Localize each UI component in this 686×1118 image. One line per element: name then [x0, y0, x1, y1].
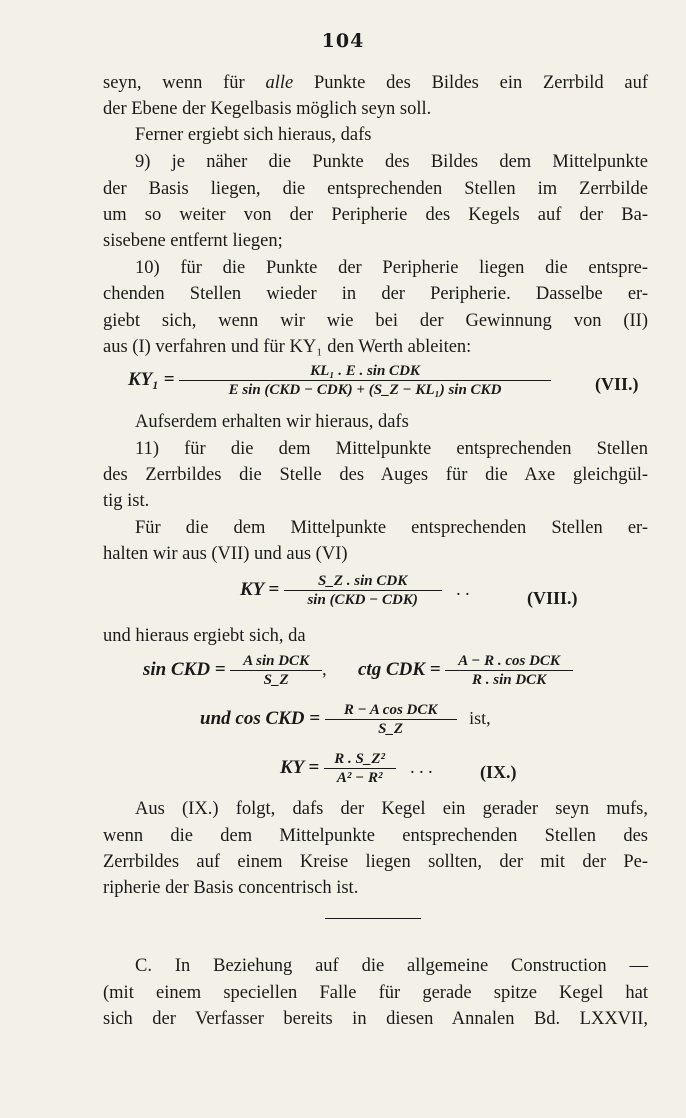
text-line-12: Aufserdem erhalten wir hieraus, dafs	[135, 412, 409, 432]
text-line-21: Zerrbildes auf einem Kreise liegen sollten, der mit der Pe-	[103, 852, 648, 872]
equation-vii-lhs: KY₁ =	[128, 369, 175, 391]
equation-cos-ckd-denominator: S_Z	[378, 721, 404, 737]
equation-vii-tag: (VII.)	[595, 374, 639, 394]
equation-ix	[280, 752, 433, 786]
equation-vii-fraction	[179, 364, 551, 398]
equation-sin-ckd-comma: ,	[322, 659, 327, 680]
equation-ctg-cdk-denominator: R . sin DCK	[472, 672, 547, 688]
equation-cos-ckd	[200, 703, 491, 737]
text-line-23: C. In Beziehung auf die allgemeine Construction —	[135, 956, 648, 976]
text-line-7: sisebene entfernt liegen;	[103, 231, 283, 251]
text-line-15: tig ist.	[103, 491, 150, 511]
equation-ctg-cdk-numerator: A − R . cos DCK	[445, 654, 573, 671]
text-line-9: chenden Stellen wieder in der Peripherie. Dasselbe er-	[103, 284, 648, 304]
emphasis-alle: alle	[265, 73, 294, 93]
text-line-22: ripherie der Basis concentrisch ist.	[103, 878, 359, 898]
equation-ix-fraction	[324, 752, 396, 786]
text-line-6: um so weiter von der Peripherie des Kegels auf der Ba-	[103, 205, 648, 225]
equation-cos-ckd-lhs: und cos CKD =	[200, 708, 321, 730]
equation-viii-lhs: KY =	[240, 579, 280, 601]
equation-ix-tag: (IX.)	[480, 762, 517, 782]
text-line-3: Ferner ergiebt sich hieraus, dafs	[135, 125, 372, 145]
equation-ctg-cdk-fraction	[445, 654, 573, 688]
text-line-1: seyn, wenn für alle Punkte des Bildes ein Zerrbild auf	[103, 73, 648, 93]
equation-ctg-cdk	[358, 654, 573, 688]
equation-cos-ckd-suffix: ist,	[469, 708, 491, 729]
equation-sin-ckd-numerator: A sin DCK	[230, 654, 322, 671]
page-number: 104	[321, 30, 365, 52]
text-line-20: wenn die dem Mittelpunkte entsprechenden Stellen des	[103, 826, 648, 846]
equation-viii-denominator: sin (CKD − CDK)	[307, 592, 418, 608]
equation-ctg-cdk-lhs: ctg CDK =	[358, 659, 441, 681]
text-line-13: 11) für die dem Mittelpunkte entsprechenden Stellen	[135, 439, 648, 459]
text-line-18: und hieraus ergiebt sich, da	[103, 626, 306, 646]
equation-viii-dots: . .	[456, 579, 470, 600]
equation-ix-denominator: A² − R²	[336, 770, 383, 786]
text-line-2: der Ebene der Kegelbasis möglich seyn soll.	[103, 99, 432, 119]
equation-viii-numerator: S_Z . sin CDK	[284, 574, 442, 591]
text-line-4: 9) je näher die Punkte des Bildes dem Mittelpunkte	[135, 152, 648, 172]
text-line-24: (mit einem speciellen Falle für gerade spitze Kegel hat	[103, 983, 648, 1003]
text-line-14: des Zerrbildes die Stelle des Auges für die Axe gleichgül-	[103, 465, 648, 485]
equation-vii-numerator: KL₁ . E . sin CDK	[179, 364, 551, 381]
equation-sin-ckd-denominator: S_Z	[263, 672, 289, 688]
equation-viii	[240, 574, 470, 608]
equation-viii-tag: (VIII.)	[527, 588, 578, 608]
equation-ix-dots: . . .	[410, 757, 433, 778]
equation-cos-ckd-numerator: R − A cos DCK	[325, 703, 457, 720]
equation-vii	[128, 364, 551, 398]
section-divider	[325, 918, 421, 919]
text-line-11: aus (I) verfahren und für KY₁ den Werth ableiten:	[103, 337, 472, 357]
equation-ix-lhs: KY =	[280, 757, 320, 779]
equation-sin-ckd	[143, 654, 327, 688]
text-line-17: halten wir aus (VII) und aus (VI)	[103, 544, 348, 564]
equation-cos-ckd-fraction	[325, 703, 457, 737]
text-line-16: Für die dem Mittelpunkte entsprechenden Stellen er-	[135, 518, 648, 538]
equation-ix-numerator: R . S_Z²	[324, 752, 396, 769]
text-line-8: 10) für die Punkte der Peripherie liegen die entspre-	[135, 258, 648, 278]
equation-sin-ckd-lhs: sin CKD =	[143, 659, 226, 681]
text-line-10: giebt sich, wenn wir wie bei der Gewinnung von (II)	[103, 311, 648, 331]
equation-vii-denominator: E sin (CKD − CDK) + (S_Z − KL₁) sin CKD	[228, 382, 502, 398]
text-line-25: sich der Verfasser bereits in diesen Annalen Bd. LXXVII,	[103, 1009, 648, 1029]
equation-viii-fraction	[284, 574, 442, 608]
text-line-5: der Basis liegen, die entsprechenden Stellen im Zerrbilde	[103, 179, 648, 199]
equation-sin-ckd-fraction	[230, 654, 322, 688]
text-line-19: Aus (IX.) folgt, dafs der Kegel ein gerader seyn mufs,	[135, 799, 648, 819]
